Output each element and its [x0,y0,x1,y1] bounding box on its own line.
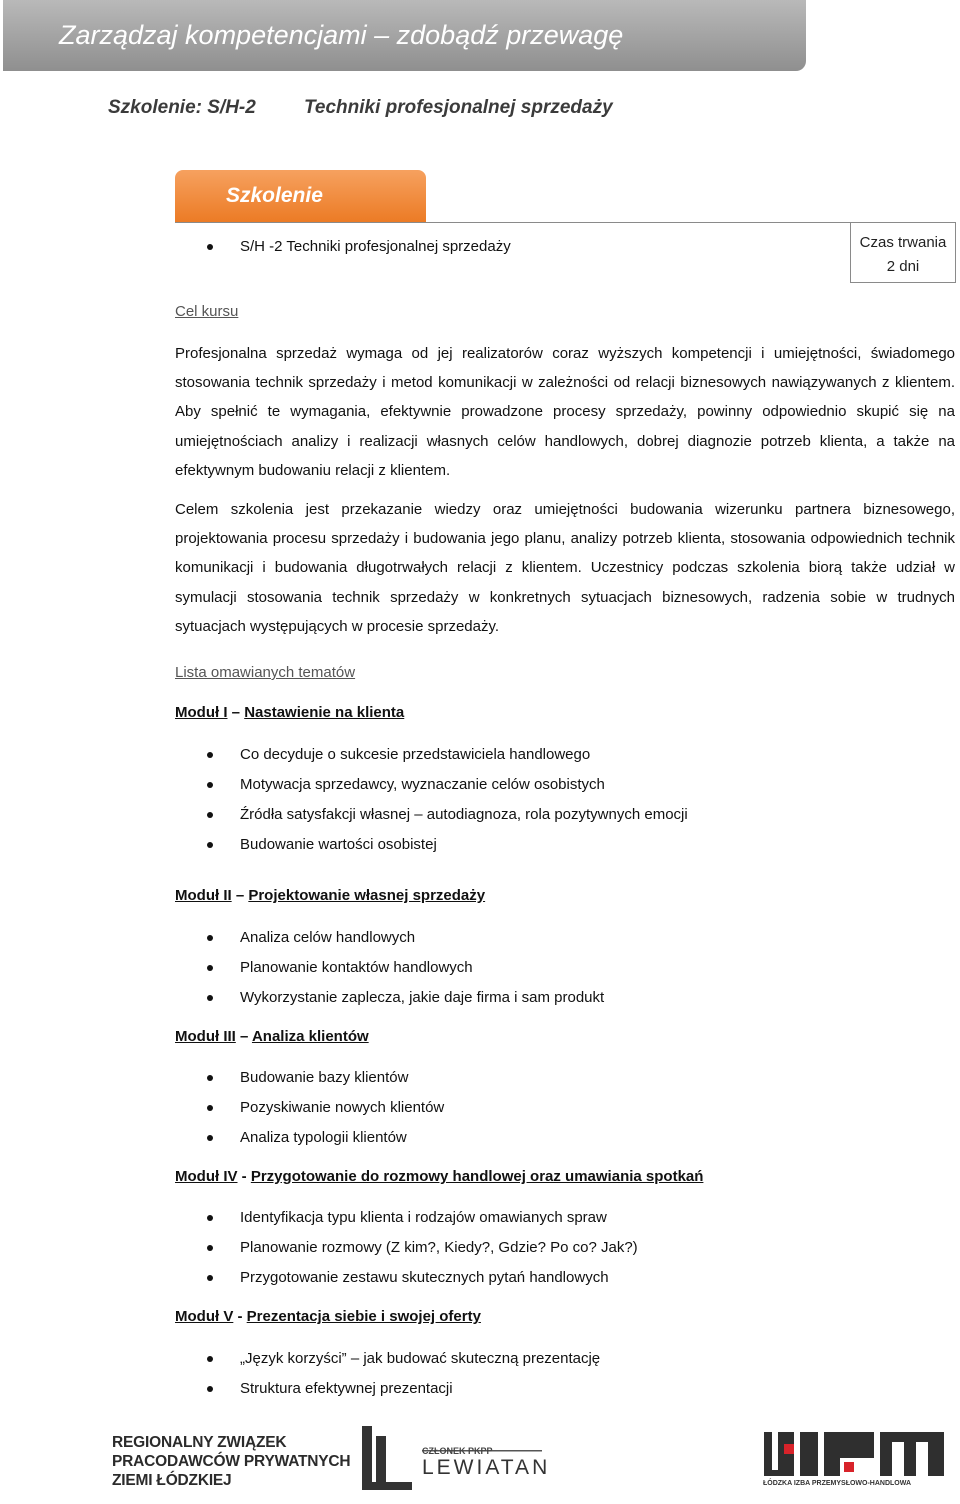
course-name: Techniki profesjonalnej sprzedaży [304,97,613,118]
duration-box [850,222,956,283]
banner-title: Zarządzaj kompetencjami – zdobądź przewagę [59,20,624,50]
bullet-icon [207,812,213,818]
section-tab-label: Szkolenie [226,184,323,207]
module-heading: Moduł I – Nastawienie na klienta [175,704,405,721]
bullet-icon [207,1105,213,1111]
bullet-icon [207,1356,213,1362]
duration-value: 2 dni [886,258,920,275]
topics-heading: Lista omawianych tematów [175,664,356,681]
bullet-icon [207,1135,213,1141]
module-heading: Moduł III – Analiza klientów [175,1028,369,1045]
bullet-icon [207,965,213,971]
course-code: Szkolenie: S/H-2 [108,97,256,118]
lipp-caption: ŁÓDZKA IZBA PRZEMYSŁOWO-HANDLOWA [763,1480,912,1487]
bullet-icon [207,1386,213,1392]
training-item-label: S/H -2 Techniki profesjonalnej sprzedaży [240,238,511,255]
rzpp-logo-text: REGIONALNY ZWIĄZEK PRACODAWCÓW PRYWATNYCH ZIEMI ŁÓDZKIEJ [112,1434,351,1489]
bullet-icon [207,782,213,788]
module-heading: Moduł IV - Przygotowanie do rozmowy handlowej oraz umawiania spotkań [175,1168,704,1185]
section-tab [175,170,426,222]
duration-label: Czas trwania [859,234,947,251]
lipp-logo-icon [760,1428,950,1498]
bullet-icon [207,995,213,1001]
bullet-icon [207,1215,213,1221]
bullet-icon [207,842,213,848]
header-banner [3,0,806,71]
bullet-icon [207,935,213,941]
goal-paragraph-1: Profesjonalna sprzedaż wymaga od jej realizatorów coraz wyższych kompetencji i umiejętności, świadomego stosowania technik sprzedaży i metod komunikacji w zależności od relacji biznesowych nawiązywanych z klientem. Aby spełnić te wymagania, efektywnie prowadzone procesy sprzedaży, powinny odpowiednio skupić się na umiejętnościach analizy i realizacji własnych celów handlowych, dobrej diagnozie potrzeb klienta, a także na efektywnym budowaniu relacji z klientem. [175,345,955,479]
bullet-icon [207,244,213,250]
bullet-icon [207,752,213,758]
lewiatan-small-label: CZŁONEK PKPP [422,1446,493,1456]
module-heading: Moduł V - Prezentacja siebie i swojej oferty [175,1308,481,1325]
module-heading: Moduł II – Projektowanie własnej sprzedaży [175,887,486,904]
goal-paragraph-2: Celem szkolenia jest przekazanie wiedzy oraz umiejętności budowania wizerunku partnera biznesowego, projektowania procesu sprzedaży i budowania jego planu, analizy potrzeb klienta, stosowania odpowiednich technik komunikacji i budowania długotrwałych relacji z klientem. Uczestnicy podczas szkolenia biorą także udział w symulacji stosowania technik sprzedaży w konkretnych sytuacjach biznesowych, radzenia sobie w trudnych sytuacjach występujących w procesie sprzedaży. [175,501,955,635]
bullet-icon [207,1275,213,1281]
bullet-icon [207,1245,213,1251]
lewiatan-label: LEWIATAN [422,1456,551,1479]
goal-heading: Cel kursu [175,303,239,320]
divider [175,222,955,223]
bullet-icon [207,1075,213,1081]
